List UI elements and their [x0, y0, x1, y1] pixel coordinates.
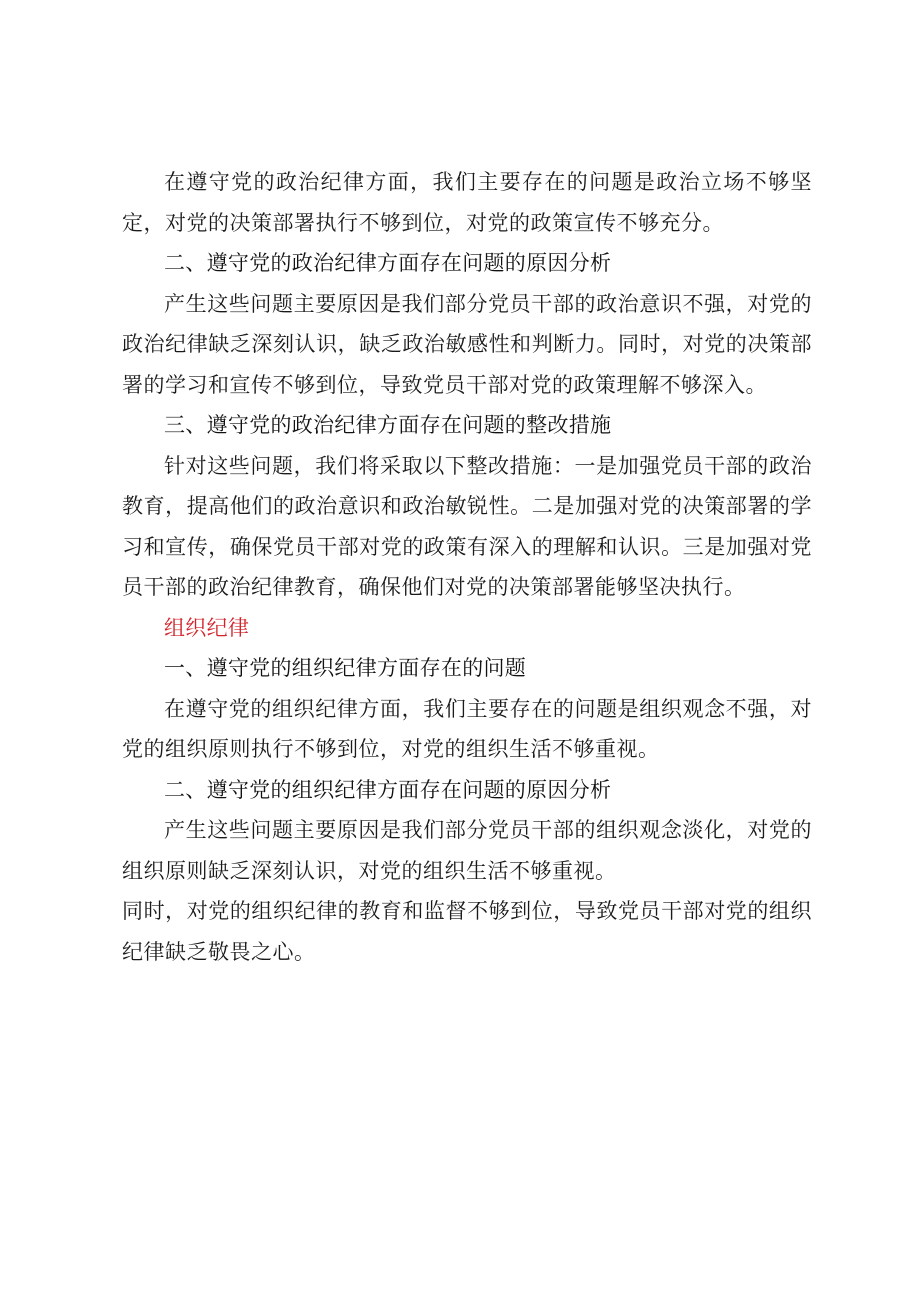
paragraph-organizational-causes-continued: 同时，对党的组织纪律的教育和监督不够到位，导致党员干部对党的组织纪律缺乏敬畏之心。: [122, 899, 812, 964]
heading-organizational-problems: 一、遵守党的组织纪律方面存在的问题: [164, 656, 527, 680]
paragraph-political-problems: 在遵守党的政治纪律方面，我们主要存在的问题是政治立场不够坚定，对党的决策部署执行不够到位，对党的政策宣传不够充分。: [122, 170, 812, 235]
heading-political-cause-analysis: 二、遵守党的政治纪律方面存在问题的原因分析: [164, 251, 612, 275]
document-body: [122, 162, 812, 972]
paragraph-political-causes: 产生这些问题主要原因是我们部分党员干部的政治意识不强，对党的政治纪律缺乏深刻认识，缺乏政治敏感性和判断力。同时，对党的决策部署的学习和宣传不够到位，导致党员干部对党的政策理解不够深入。: [122, 291, 812, 397]
paragraph-organizational-causes: 产生这些问题主要原因是我们部分党员干部的组织观念淡化，对党的组织原则缺乏深刻认识，对党的组织生活不够重视。: [122, 818, 812, 883]
section-title-organizational-discipline: 组织纪律: [164, 615, 250, 640]
paragraph-organizational-problems: 在遵守党的组织纪律方面，我们主要存在的问题是组织观念不强，对党的组织原则执行不够到位，对党的组织生活不够重视。: [122, 696, 812, 761]
paragraph-political-measures: 针对这些问题，我们将采取以下整改措施：一是加强党员干部的政治教育，提高他们的政治意识和政治敏锐性。二是加强对党的决策部署的学习和宣传，确保党员干部对党的政策有深入的理解和认识。三是加强对党员干部的政治纪律教育，确保他们对党的决策部署能够坚决执行。: [122, 453, 812, 599]
heading-political-rectification: 三、遵守党的政治纪律方面存在问题的整改措施: [164, 413, 612, 437]
heading-organizational-cause-analysis: 二、遵守党的组织纪律方面存在问题的原因分析: [164, 777, 612, 802]
